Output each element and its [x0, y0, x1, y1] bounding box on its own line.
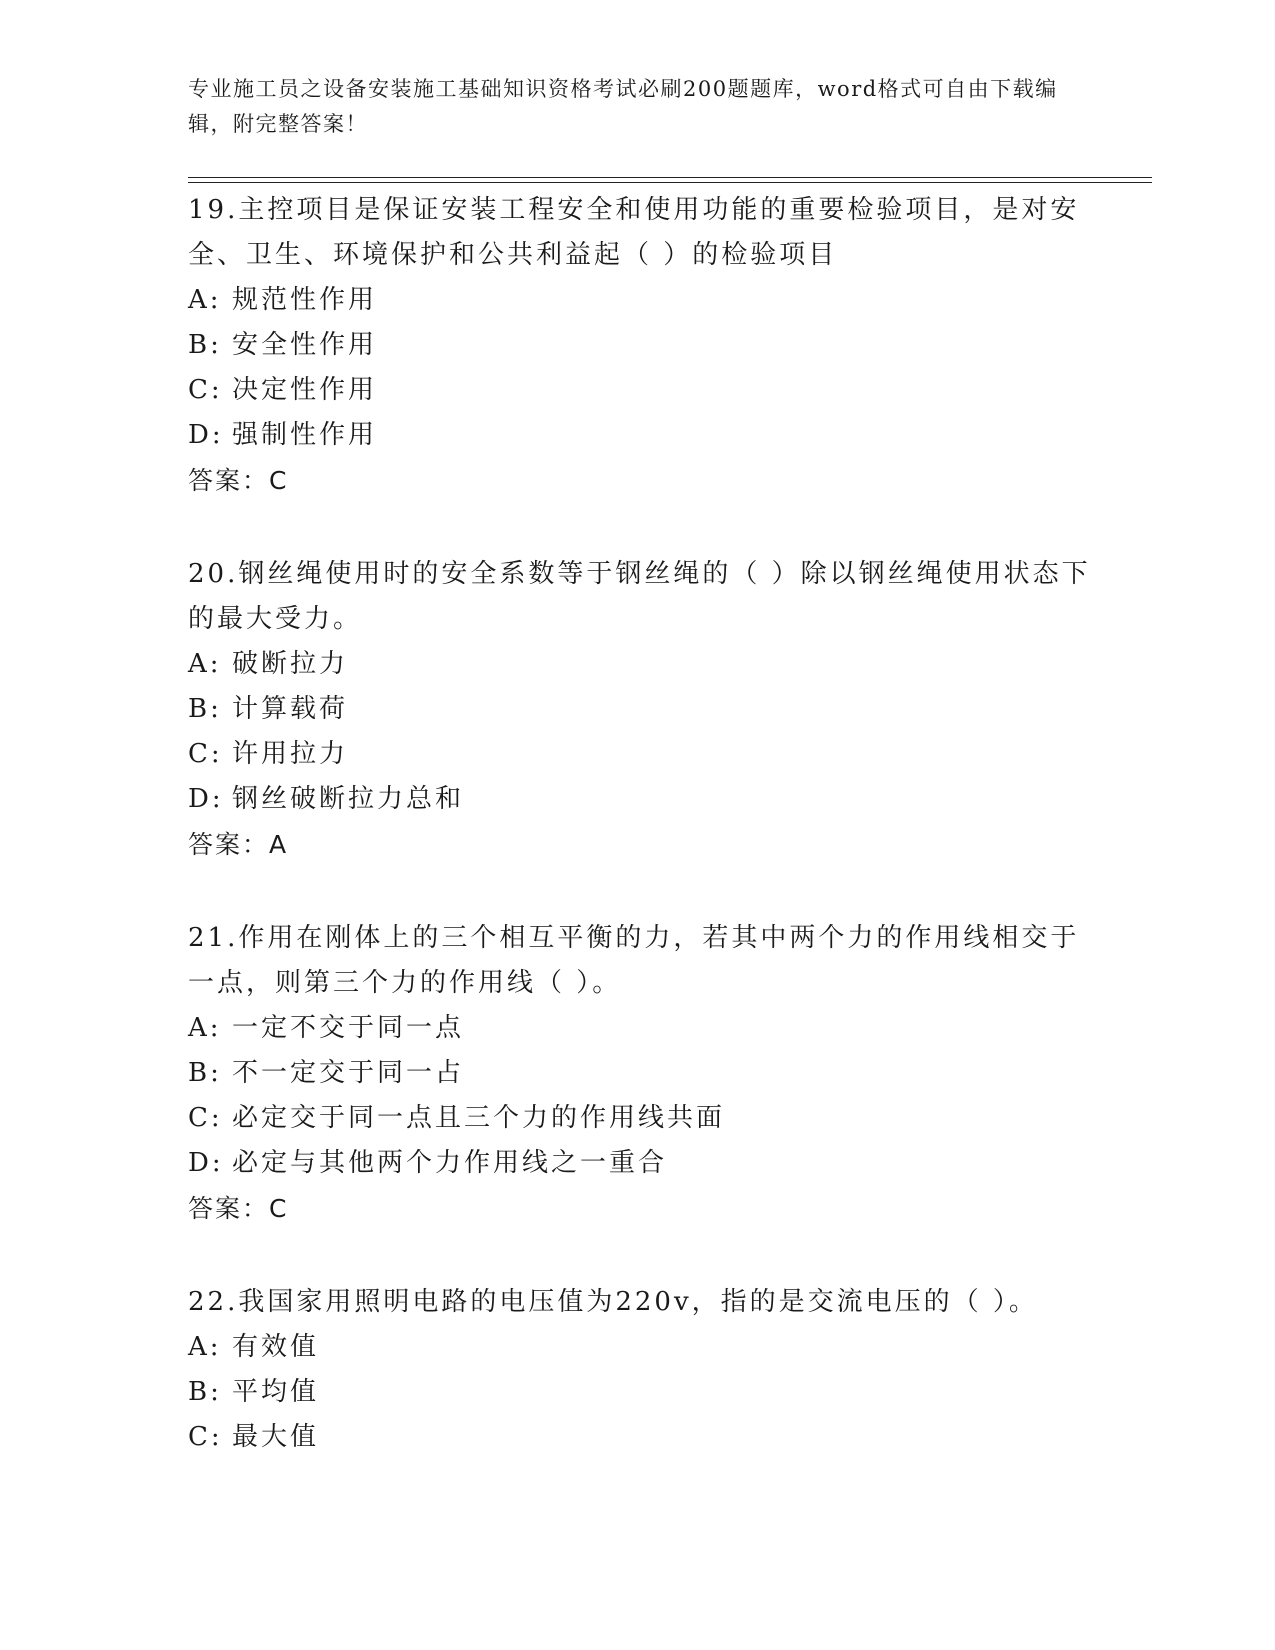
option-text: 许用拉力 — [232, 739, 349, 769]
option-c — [188, 1415, 1108, 1460]
option-text: 必定交于同一点且三个力的作用线共面 — [232, 1103, 726, 1133]
option-text: 规范性作用 — [232, 285, 378, 315]
option-text: 不一定交于同一占 — [232, 1058, 465, 1088]
question-stem: 21.作用在刚体上的三个相互平衡的力，若其中两个力的作用线相交于一点，则第三个力的作用线（ ）。 — [188, 923, 1080, 998]
option-text: 一定不交于同一点 — [232, 1013, 465, 1043]
option-b — [188, 687, 1108, 732]
option-a — [188, 1006, 1108, 1051]
answer-line: 答案：C — [188, 1194, 289, 1223]
option-c — [188, 732, 1108, 777]
question-22 — [188, 1280, 1108, 1460]
option-text: 安全性作用 — [232, 330, 378, 360]
option-key: B: — [188, 694, 222, 724]
option-a — [188, 642, 1108, 687]
option-text: 必定与其他两个力作用线之一重合 — [232, 1148, 668, 1178]
answer-line: 答案：C — [188, 466, 289, 495]
option-a — [188, 278, 1108, 323]
option-b — [188, 323, 1108, 368]
question-19 — [188, 188, 1108, 503]
option-text: 平均值 — [232, 1377, 320, 1407]
question-21 — [188, 916, 1108, 1231]
option-c — [188, 1096, 1108, 1141]
option-a — [188, 1325, 1108, 1370]
option-b — [188, 1051, 1108, 1096]
question-stem: 19.主控项目是保证安装工程安全和使用功能的重要检验项目，是对安全、卫生、环境保护和公共利益起（ ）的检验项目 — [188, 195, 1080, 270]
option-text: 最大值 — [232, 1422, 320, 1452]
option-key: A: — [188, 1013, 222, 1043]
option-text: 有效值 — [232, 1332, 320, 1362]
option-key: D: — [188, 1148, 224, 1178]
option-b — [188, 1370, 1108, 1415]
option-key: C: — [188, 1422, 223, 1452]
option-text: 决定性作用 — [232, 375, 378, 405]
option-text: 钢丝破断拉力总和 — [232, 784, 465, 814]
option-key: C: — [188, 375, 223, 405]
header-divider-top — [188, 177, 1152, 178]
option-d — [188, 1141, 1108, 1186]
option-key: D: — [188, 784, 224, 814]
question-20 — [188, 552, 1108, 867]
option-key: C: — [188, 1103, 223, 1133]
option-key: A: — [188, 649, 222, 679]
option-key: A: — [188, 1332, 222, 1362]
document-header: 专业施工员之设备安装施工基础知识资格考试必刷200题题库，word格式可自由下载编辑，附完整答案！ — [188, 77, 1058, 136]
option-key: B: — [188, 1377, 222, 1407]
option-text: 强制性作用 — [232, 420, 378, 450]
option-d — [188, 777, 1108, 822]
option-key: D: — [188, 420, 224, 450]
option-c — [188, 368, 1108, 413]
answer-line: 答案：A — [188, 830, 289, 859]
header-divider-bottom — [188, 182, 1152, 183]
option-text: 计算载荷 — [232, 694, 349, 724]
option-d — [188, 413, 1108, 458]
question-stem: 20.钢丝绳使用时的安全系数等于钢丝绳的（ ）除以钢丝绳使用状态下的最大受力。 — [188, 559, 1091, 634]
option-text: 破断拉力 — [232, 649, 349, 679]
option-key: B: — [188, 330, 222, 360]
question-stem: 22.我国家用照明电路的电压值为220v，指的是交流电压的（ ）。 — [188, 1287, 1038, 1317]
option-key: C: — [188, 739, 223, 769]
option-key: B: — [188, 1058, 222, 1088]
option-key: A: — [188, 285, 222, 315]
